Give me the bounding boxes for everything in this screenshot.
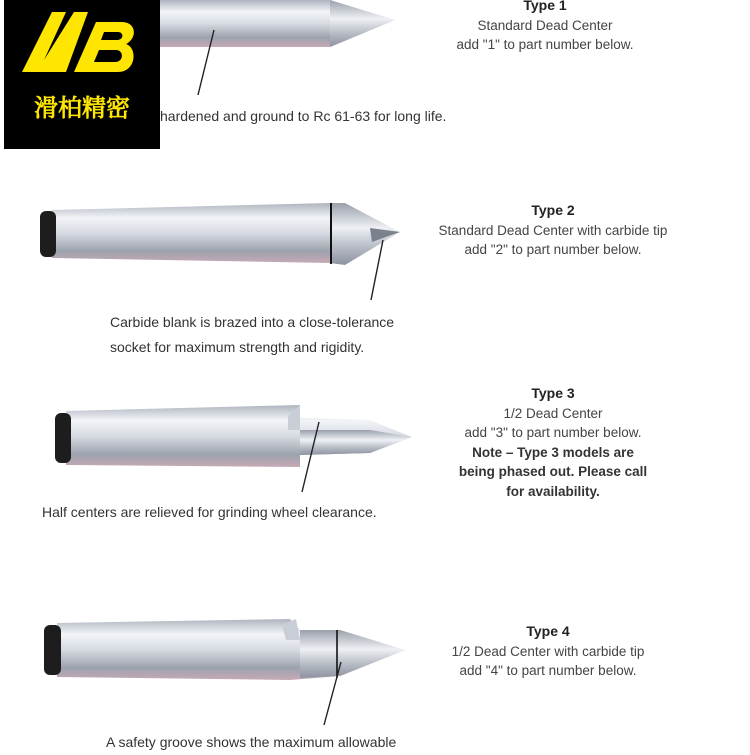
type4-title: Type 4: [526, 623, 570, 639]
type2-caption-line1: Carbide blank is brazed into a close-tolerance: [110, 314, 395, 330]
type2-caption: [110, 310, 394, 360]
type4-line1: 1/2 Dead Center with carbide tip: [451, 643, 645, 659]
type2-pointer-line: [371, 240, 383, 300]
type3-line2: add "3" to part number below.: [464, 425, 642, 440]
logo-mark-icon: [4, 0, 160, 90]
type4-spec: [433, 622, 663, 681]
type2-caption-line2: socket for maximum strength and rigidity.: [110, 339, 365, 355]
type3-title: Type 3: [531, 385, 575, 401]
type3-line1: 1/2 Dead Center: [503, 405, 603, 421]
type2-title: Type 2: [531, 202, 575, 218]
type1-caption: hardened and ground to Rc 61-63 for long life.: [160, 108, 447, 124]
type3-note-line1: Note – Type 3 models are: [472, 444, 634, 460]
type2-spec: [428, 201, 678, 260]
type1-line1: Standard Dead Center: [477, 17, 613, 33]
type4-line2: add "4" to part number below.: [459, 663, 637, 678]
type4-caption: A safety groove shows the maximum allowable: [106, 734, 397, 750]
type2-line1: Standard Dead Center with carbide tip: [438, 222, 668, 238]
type3-spec: [438, 384, 668, 501]
logo-text: 滑柏精密: [34, 94, 130, 122]
type4-half-center-image: [44, 619, 405, 725]
company-logo: [4, 0, 160, 149]
type1-spec: [430, 0, 660, 55]
type1-line2: add "1" to part number below.: [456, 37, 634, 52]
type1-title: Type 1: [523, 0, 567, 13]
type2-dead-center-image: [40, 203, 400, 300]
type3-caption: Half centers are relieved for grinding wheel clearance.: [42, 504, 377, 520]
type3-note-line2: being phased out. Please call: [458, 464, 648, 479]
type3-half-center-image: [55, 405, 412, 492]
type1-dead-center-image: [160, 0, 395, 95]
type3-note-line3: for availability.: [506, 483, 600, 499]
type2-line2: add "2" to part number below.: [464, 242, 642, 257]
